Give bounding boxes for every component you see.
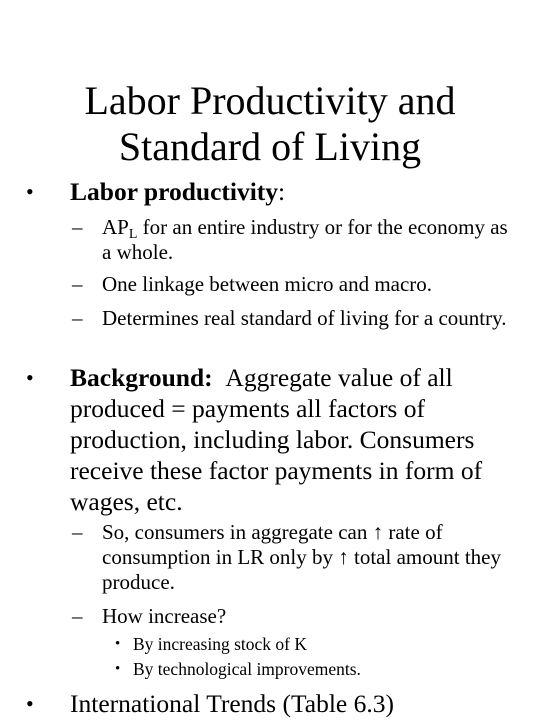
technology-text: By technological improvements.	[133, 659, 361, 679]
bullet-marker: •	[26, 691, 34, 716]
up-arrow-icon: ↑	[338, 545, 349, 569]
consumers-text-3: total amount they produce.	[102, 545, 501, 594]
consumers-text-1: So, consumers in aggregate can	[102, 520, 373, 544]
bullet-labor-productivity	[26, 176, 510, 207]
linkage-text: One linkage between micro and macro.	[102, 272, 433, 296]
sub-sub-bullet-stock-k	[115, 633, 513, 655]
bullet-heading: Labor productivity	[70, 177, 279, 206]
dash-marker: –	[72, 215, 83, 239]
how-increase-text: How increase?	[102, 604, 227, 628]
sub-bullet-standard-of-living	[72, 306, 512, 331]
dash-marker: –	[72, 306, 83, 330]
stock-k-text: By increasing stock of K	[133, 634, 307, 654]
apl-label: AP	[102, 215, 129, 239]
sub-bullet-apl	[72, 215, 512, 265]
sub-sub-bullet-technology	[115, 658, 513, 680]
title-line-1: Labor Productivity and	[84, 78, 456, 123]
apl-text: for an entire industry or for the economy as a whole.	[102, 215, 508, 264]
sub-bullet-how-increase	[72, 604, 512, 629]
bullet-marker: •	[26, 365, 34, 390]
small-bullet-marker: •	[115, 661, 121, 677]
slide-title	[0, 78, 540, 170]
standard-of-living-text: Determines real standard of living for a country.	[102, 306, 507, 330]
dash-marker: –	[72, 604, 83, 628]
small-bullet-marker: •	[115, 636, 121, 652]
bullet-background	[26, 362, 510, 517]
bullet-international-trends	[26, 688, 510, 719]
up-arrow-icon: ↑	[372, 520, 384, 544]
sub-bullet-linkage	[72, 272, 512, 297]
background-heading: Background:	[70, 363, 213, 392]
dash-marker: –	[72, 520, 83, 544]
bullet-marker: •	[26, 179, 34, 204]
bullet-colon: :	[278, 177, 286, 206]
background-text: Aggregate value of all produced = payments all factors of production, including labor. Consumers receive these factor payments in form of wages, etc.	[70, 363, 483, 516]
consumers-text-2: rate of consumption in LR only by	[102, 520, 443, 569]
international-trends-text: International Trends (Table 6.3)	[70, 689, 394, 718]
sub-bullet-consumers	[72, 520, 512, 595]
title-line-2: Standard of Living	[118, 124, 422, 169]
apl-subscript: L	[128, 227, 138, 242]
dash-marker: –	[72, 272, 83, 296]
